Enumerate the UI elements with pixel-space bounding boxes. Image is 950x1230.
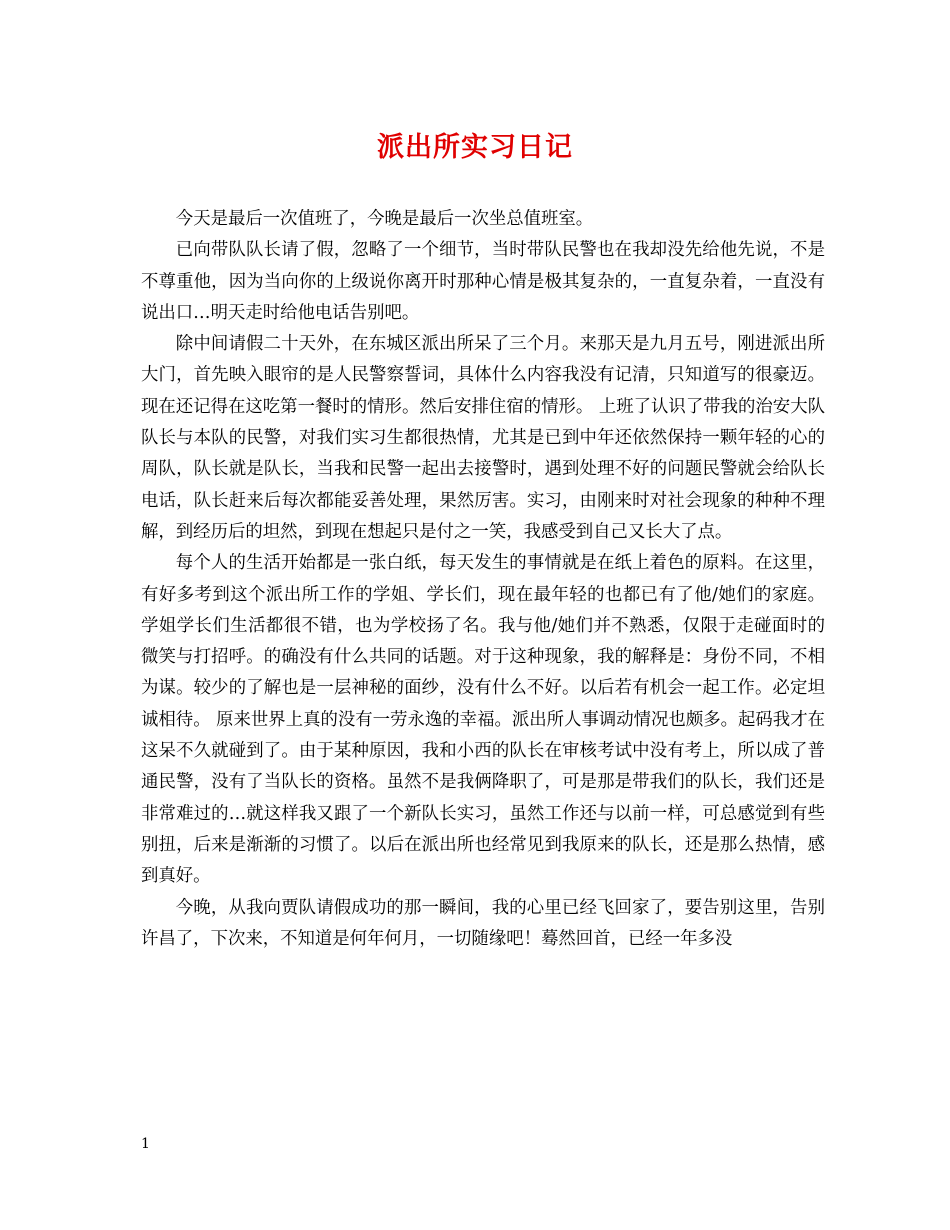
paragraph-5: 今晚，从我向贾队请假成功的那一瞬间，我的心里已经飞回家了，要告别这里，告别许昌了，下次来，不知道是何年何月，一切随缘吧！蓦然回首，已经一年多没 [141,897,825,949]
document-body [141,204,825,955]
paragraph-1: 今天是最后一次值班了，今晚是最后一次坐总值班室。 [175,209,594,229]
page-number: 1 [141,1136,150,1152]
paragraph-4: 每个人的生活开始都是一张白纸，每天发生的事情就是在纸上着色的原料。在这里，有好多考到这个派出所工作的学姐、学长们，现在最年轻的也都已有了他/她们的家庭。学姐学长们生活都很不错，也为学校扬了名。我与他/她们并不熟悉，仅限于走碰面时的微笑与打招呼。的确没有什么共同的话题。对于这种现象，我的解释是：身份不同，不相为谋。较少的了解也是一层神秘的面纱，没有什么不好。以后若有机会一起工作。必定坦诚相待。 原来世界上真的没有一劳永逸的幸福。派出所人事调动情况也颇多。起码我才在这呆不久就碰到了。由于某种原因，我和小西的队长在审核考试中没有考上，所以成了普通民警，没有了当队长的资格。虽然不是我俩降职了，可是那是带我们的队长，我们还是非常难过的…就这样我又跟了一个新队长实习，虽然工作还与以前一样，可总感觉到有些别扭，后来是渐渐的习惯了。以后在派出所也经常见到我原来的队长，还是那么热情，感到真好。 [141,553,825,887]
document-title: 派出所实习日记 [377,132,573,163]
paragraph-3: 除中间请假二十天外，在东城区派出所呆了三个月。来那天是九月五号，刚进派出所大门，首先映入眼帘的是人民警察誓词，具体什么内容我没有记清，只知道写的很豪迈。现在还记得在这吃第一餐时的情形。然后安排住宿的情形。 上班了认识了带我的治安大队队长与本队的民警，对我们实习生都很热情，尤其是已到中年还依然保持一颗年轻的心的周队，队长就是队长，当我和民警一起出去接警时，遇到处理不好的问题民警就会给队长电话，队长赶来后每次都能妥善处理，果然厉害。实习，由刚来时对社会现象的种种不理解，到经历后的坦然，到现在想起只是付之一笑，我感受到自己又长大了点。 [141,334,825,542]
paragraph-2: 已向带队队长请了假，忽略了一个细节，当时带队民警也在我却没先给他先说，不是不尊重他，因为当向你的上级说你离开时那种心情是极其复杂的，一直复杂着，一直没有说出口…明天走时给他电话告别吧。 [141,240,825,323]
